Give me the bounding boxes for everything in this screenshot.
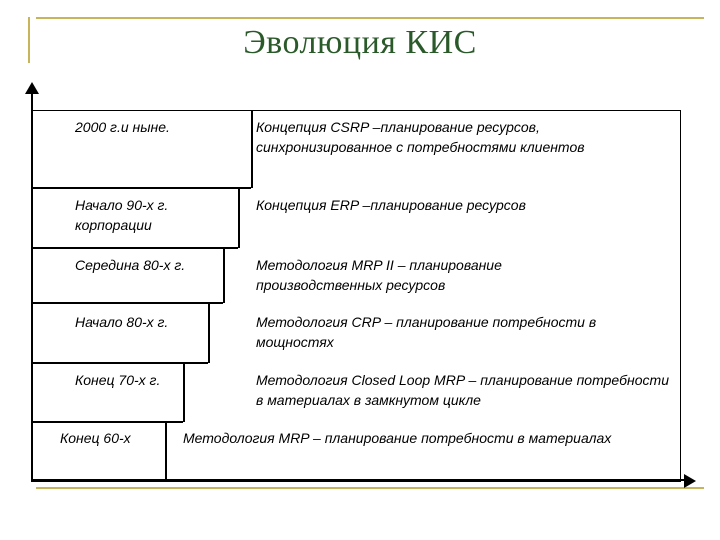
period-label: Начало 80-х г. xyxy=(75,314,169,330)
concept-text: Методология MRP – планирование потребности в материалах xyxy=(183,430,612,446)
row-separator xyxy=(31,187,251,189)
staircase-outline xyxy=(31,110,681,482)
frame-top-line xyxy=(36,17,704,19)
concept-text: Методология Closed Loop MRP – планирование потребности в материалах в замкнутом цикле xyxy=(256,372,669,408)
row-separator xyxy=(31,421,183,423)
axis-up-arrow-icon xyxy=(25,82,39,94)
row-separator xyxy=(31,247,238,249)
row-separator xyxy=(31,362,208,364)
period-label: Конец 70-х г. xyxy=(75,372,161,388)
page-title: Эволюция КИС xyxy=(243,24,477,61)
concept-text: Методология MRP II – планирование производственных ресурсов xyxy=(256,257,502,293)
step-divider xyxy=(251,110,253,188)
step-divider xyxy=(165,421,167,481)
frame-bottom-line xyxy=(36,487,704,489)
period-label: 2000 г.и ныне. xyxy=(75,119,170,135)
period-label: Середина 80-х г. xyxy=(75,257,186,273)
concept-text: Концепция ERP –планирование ресурсов xyxy=(256,197,526,213)
period-label: Начало 90-х г. корпорации xyxy=(75,197,169,233)
concept-text: Методология CRP – планирование потребности в мощностях xyxy=(256,314,597,350)
row-separator xyxy=(31,302,223,304)
step-divider xyxy=(208,302,210,363)
step-divider xyxy=(238,187,240,248)
step-divider xyxy=(223,247,225,303)
concept-text: Концепция CSRP –планирование ресурсов, синхронизированное с потребностями клиентов xyxy=(256,119,585,155)
period-label: Конец 60-х xyxy=(60,430,131,446)
step-divider xyxy=(183,362,185,422)
axis-right-arrow-icon xyxy=(684,474,696,488)
